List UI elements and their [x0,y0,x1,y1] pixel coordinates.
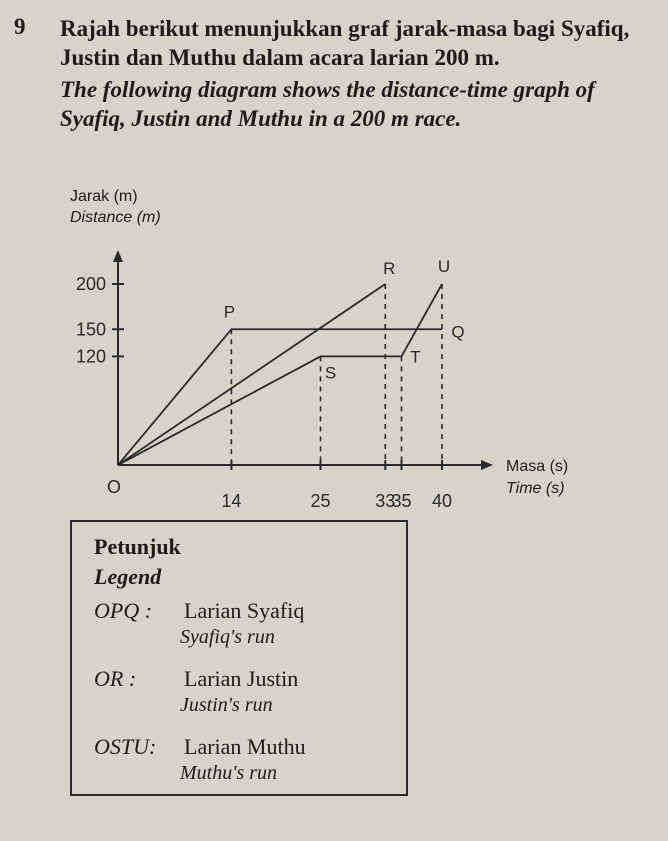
question-number: 9 [14,14,26,39]
point-label-s: S [324,363,337,383]
x-tick-label-35: 35 [391,491,412,511]
question-text-malay: Rajah berikut menunjukkan graf jarak-masa bagi Syafiq, Justin dan Muthu dalam acara larian 200 m. [60,16,630,70]
legend-box [70,520,408,796]
x-tick-label-40: 40 [431,491,453,511]
legend-title-english: Legend [94,564,162,589]
x-tick-label-33: 33 [375,491,396,511]
legend-label-justin-malay: Larian Justin [184,666,299,691]
legend-label-syafiq-malay: Larian Syafiq [184,598,305,623]
y-axis-label-malay: Jarak (m) [70,188,138,205]
y-tick-label-120: 120 [75,346,106,367]
series-line-ostu [118,284,442,465]
x-axis-label-english: Time (s) [506,480,565,497]
y-tick-label-150: 150 [75,319,106,340]
y-axis-arrow [113,250,123,262]
x-axis-arrow [481,460,493,470]
y-tick-label-200: 200 [75,274,106,294]
point-label-p: P [223,302,236,322]
point-label-r: R [383,259,396,278]
point-label-q: Q [451,322,465,342]
legend-title-malay: Petunjuk [94,534,181,559]
legend-key-ostu: OSTU: [94,734,157,759]
series-line-or [118,284,385,465]
point-label-u: U [437,257,451,276]
x-tick-label-25: 25 [310,491,331,511]
legend-label-justin-english: Justin's run [180,694,273,716]
legend-key-or: OR : [94,666,137,691]
series-line-opq [118,329,442,465]
origin-label: O [106,477,122,497]
legend-label-muthu-english: Muthu's run [180,762,278,784]
legend-label-muthu-malay: Larian Muthu [184,734,306,759]
x-tick-label-14: 14 [221,491,242,511]
x-axis-label-malay: Masa (s) [506,458,569,475]
point-label-t: T [410,347,421,367]
legend-label-syafiq-english: Syafiq's run [180,626,275,648]
y-axis-label-english: Distance (m) [70,209,161,226]
question-text-english: The following diagram shows the distance-time graph of Syafiq, Justin and Muthu in a 200 m race. [60,77,595,131]
legend-key-opq: OPQ : [94,598,153,623]
